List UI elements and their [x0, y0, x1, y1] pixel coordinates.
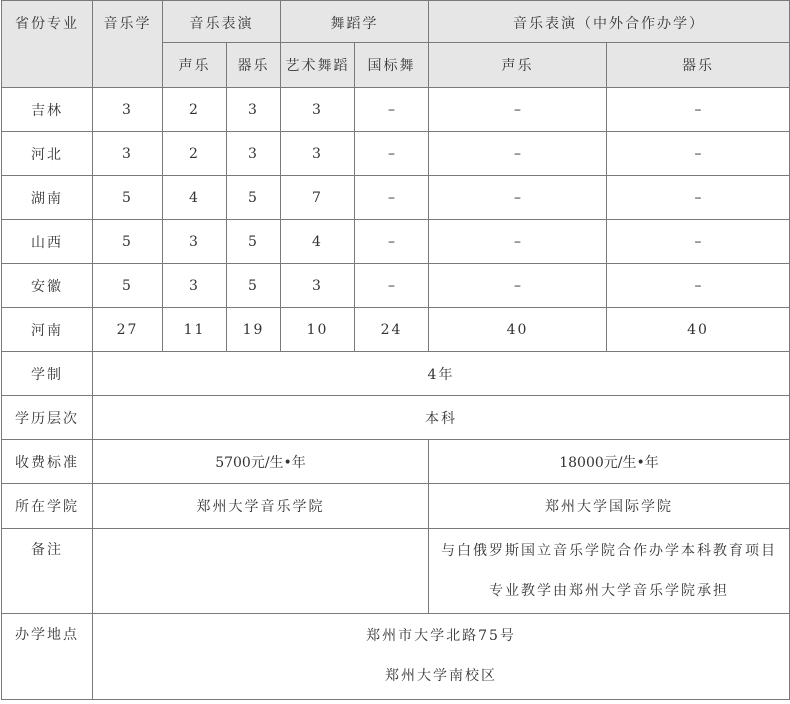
header-instrumental: 器乐 [227, 43, 281, 88]
duration-value: 4年 [93, 352, 790, 396]
table-cell: – [355, 264, 429, 308]
header-corner: 省份专业 [2, 1, 93, 88]
table-cell: 3 [93, 88, 163, 132]
table-cell: 19 [227, 308, 281, 352]
duration-label: 学制 [2, 352, 93, 396]
header-coop-performance: 音乐表演（中外合作办学） [429, 1, 790, 43]
table-cell: – [607, 88, 790, 132]
table-cell: 2 [163, 88, 227, 132]
province-cell: 湖南 [2, 176, 93, 220]
table-cell: – [429, 176, 607, 220]
fee-regular: 5700元/生•年 [93, 440, 429, 484]
header-music-performance: 音乐表演 [163, 1, 281, 43]
table-cell: – [355, 176, 429, 220]
table-cell: – [355, 88, 429, 132]
province-cell: 吉林 [2, 88, 93, 132]
table-cell: 27 [93, 308, 163, 352]
province-cell: 河南 [2, 308, 93, 352]
header-dance-studies: 舞蹈学 [281, 1, 429, 43]
table-cell: – [429, 132, 607, 176]
remark-coop-line-1: 与白俄罗斯国立音乐学院合作办学本科教育项目 [441, 543, 777, 559]
table-cell: 5 [93, 176, 163, 220]
remark-regular [93, 529, 429, 614]
table-cell: 10 [281, 308, 355, 352]
table-cell: – [429, 264, 607, 308]
table-row [2, 88, 790, 132]
province-cell: 河北 [2, 132, 93, 176]
location-row [2, 614, 790, 700]
table-cell: 5 [227, 176, 281, 220]
remark-row [2, 529, 790, 614]
location-line-1: 郑州市大学北路75号 [366, 628, 516, 644]
table-cell: 2 [163, 132, 227, 176]
header-row-1 [2, 1, 790, 43]
table-cell: 3 [93, 132, 163, 176]
fee-label: 收费标准 [2, 440, 93, 484]
header-coop-instrumental: 器乐 [607, 43, 790, 88]
table-cell: 40 [429, 308, 607, 352]
table-row [2, 132, 790, 176]
table-cell: – [429, 220, 607, 264]
remark-coop [429, 529, 790, 614]
header-vocal: 声乐 [163, 43, 227, 88]
table-cell: – [607, 176, 790, 220]
table-cell: 40 [607, 308, 790, 352]
header-art-dance: 艺术舞蹈 [281, 43, 355, 88]
remark-coop-line-2: 专业教学由郑州大学音乐学院承担 [489, 583, 729, 599]
table-cell: 3 [227, 132, 281, 176]
location-value [93, 614, 790, 700]
header-music-studies: 音乐学 [93, 1, 163, 88]
header-ballroom: 国标舞 [355, 43, 429, 88]
table-cell: – [607, 132, 790, 176]
admission-plan-table [1, 0, 790, 700]
table-cell: 3 [163, 264, 227, 308]
table-row [2, 220, 790, 264]
header-coop-vocal: 声乐 [429, 43, 607, 88]
province-cell: 安徽 [2, 264, 93, 308]
college-coop: 郑州大学国际学院 [429, 484, 790, 529]
province-cell: 山西 [2, 220, 93, 264]
duration-row [2, 352, 790, 396]
table-cell: – [429, 88, 607, 132]
level-label: 学历层次 [2, 396, 93, 440]
table-cell: 3 [281, 264, 355, 308]
table-cell: 3 [281, 132, 355, 176]
college-label: 所在学院 [2, 484, 93, 529]
table-cell: 5 [93, 220, 163, 264]
location-label: 办学地点 [2, 614, 93, 700]
table-cell: 4 [163, 176, 227, 220]
table-cell: 5 [93, 264, 163, 308]
level-row [2, 396, 790, 440]
table-cell: 3 [227, 88, 281, 132]
college-regular: 郑州大学音乐学院 [93, 484, 429, 529]
table-cell: – [355, 132, 429, 176]
table-cell: 4 [281, 220, 355, 264]
table-cell: – [607, 264, 790, 308]
fee-row [2, 440, 790, 484]
table-cell: 3 [163, 220, 227, 264]
level-value: 本科 [93, 396, 790, 440]
table-row [2, 308, 790, 352]
table-cell: – [607, 220, 790, 264]
table-cell: 24 [355, 308, 429, 352]
college-row [2, 484, 790, 529]
table-row [2, 264, 790, 308]
table-cell: 7 [281, 176, 355, 220]
table-cell: 5 [227, 264, 281, 308]
remark-label: 备注 [2, 529, 93, 614]
table-cell: 3 [281, 88, 355, 132]
fee-coop: 18000元/生•年 [429, 440, 790, 484]
location-line-2: 郑州大学南校区 [385, 668, 497, 684]
table-cell: 5 [227, 220, 281, 264]
table-row [2, 176, 790, 220]
table-cell: – [355, 220, 429, 264]
table-cell: 11 [163, 308, 227, 352]
